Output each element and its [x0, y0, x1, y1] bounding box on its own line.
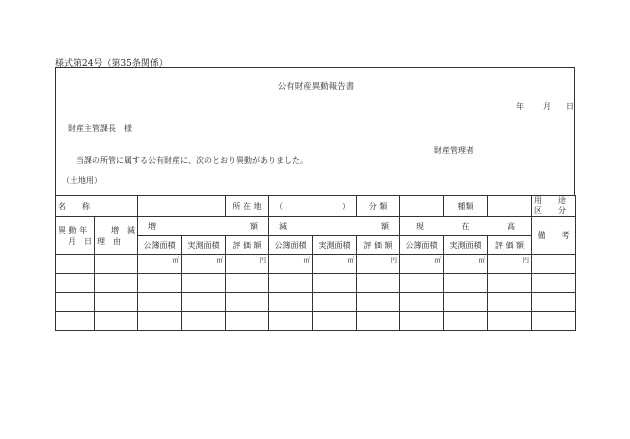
table-row — [56, 293, 576, 312]
classification-value-cell[interactable] — [400, 196, 444, 217]
unit-yen: 円 — [488, 255, 532, 274]
cell[interactable] — [226, 293, 269, 312]
unit-sqm: ㎡ — [182, 255, 226, 274]
paren-open: （ — [275, 201, 283, 211]
decrease-label-2: 額 — [381, 221, 389, 231]
form-title: 公有財産異動報告書 — [277, 82, 355, 92]
location-label: 所 在 地 — [226, 196, 269, 217]
name-label-cell — [56, 196, 138, 217]
cell[interactable] — [138, 293, 182, 312]
cell[interactable] — [56, 312, 95, 331]
increase-label-2: 額 — [250, 221, 258, 231]
unit-sqm: ㎡ — [400, 255, 444, 274]
cell[interactable] — [95, 255, 138, 274]
use-label-cell — [532, 196, 576, 217]
inc-survey-area: 実測面積 — [182, 236, 226, 255]
cell[interactable] — [56, 274, 95, 293]
table-row — [56, 312, 576, 331]
cell[interactable] — [269, 293, 313, 312]
date-year: 年 — [516, 102, 524, 111]
increase-header — [138, 217, 269, 236]
location-value-cell[interactable] — [269, 196, 357, 217]
cell[interactable] — [400, 274, 444, 293]
reason-header — [95, 217, 138, 255]
reason-label-1: 増 減 — [111, 225, 135, 235]
current-header — [400, 217, 532, 236]
cell[interactable] — [313, 312, 357, 331]
unit-sqm: ㎡ — [138, 255, 182, 274]
cell[interactable] — [182, 293, 226, 312]
dec-ledger-area: 公簿面積 — [269, 236, 313, 255]
unit-yen: 円 — [357, 255, 400, 274]
cell[interactable] — [138, 274, 182, 293]
dec-value: 評 価 額 — [357, 236, 400, 255]
cell[interactable] — [488, 274, 532, 293]
inc-value: 評 価 額 — [226, 236, 269, 255]
cell[interactable] — [182, 312, 226, 331]
form-caption: 様式第24号（第35条関係） — [55, 59, 168, 69]
cell[interactable] — [269, 312, 313, 331]
current-label-3: 高 — [507, 221, 515, 231]
cell[interactable] — [444, 274, 488, 293]
cell[interactable] — [532, 255, 576, 274]
cell[interactable] — [488, 312, 532, 331]
cell[interactable] — [182, 274, 226, 293]
cell[interactable] — [357, 293, 400, 312]
table-row — [56, 255, 576, 274]
cell[interactable] — [95, 274, 138, 293]
current-label-2: 在 — [461, 221, 470, 231]
body-text: 当課の所管に属する公有財産に、次のとおり異動がありました。 — [76, 156, 308, 165]
cell[interactable] — [95, 293, 138, 312]
name-row — [56, 196, 576, 217]
reason-label-2: 理 由 — [97, 236, 121, 246]
change-date-label-2: 月 日 — [68, 236, 92, 246]
paren-close: ） — [342, 201, 350, 211]
cell[interactable] — [488, 293, 532, 312]
change-date-label-1: 異 動 年 — [58, 225, 88, 235]
cell[interactable] — [532, 312, 576, 331]
cell[interactable] — [400, 293, 444, 312]
group-header-row — [56, 217, 576, 236]
cell[interactable] — [56, 293, 95, 312]
classification-label: 分 類 — [357, 196, 400, 217]
cell[interactable] — [357, 312, 400, 331]
cur-ledger-area: 公簿面積 — [400, 236, 444, 255]
cell[interactable] — [95, 312, 138, 331]
cur-survey-area: 実測面積 — [444, 236, 488, 255]
cell[interactable] — [226, 312, 269, 331]
cell[interactable] — [400, 312, 444, 331]
cell[interactable] — [532, 293, 576, 312]
dec-survey-area: 実測面積 — [313, 236, 357, 255]
current-label-1: 現 — [416, 221, 424, 231]
date-month: 月 — [543, 102, 551, 111]
unit-sqm: ㎡ — [444, 255, 488, 274]
decrease-label-1: 減 — [279, 221, 287, 231]
asset-change-table — [55, 195, 576, 331]
unit-sqm: ㎡ — [313, 255, 357, 274]
form-header-frame — [55, 67, 575, 195]
use-label-2: 区 分 — [534, 206, 566, 215]
unit-sqm: ㎡ — [269, 255, 313, 274]
table-row — [56, 274, 576, 293]
change-date-header — [56, 217, 95, 255]
cell[interactable] — [444, 293, 488, 312]
unit-yen: 円 — [226, 255, 269, 274]
increase-label-1: 増 — [148, 221, 156, 231]
cell[interactable] — [138, 312, 182, 331]
cell[interactable] — [313, 274, 357, 293]
cell[interactable] — [56, 255, 95, 274]
type-value-cell[interactable] — [488, 196, 532, 217]
type-label: 種類 — [444, 196, 488, 217]
category-label: （土地用） — [62, 176, 102, 185]
cell[interactable] — [357, 274, 400, 293]
cell[interactable] — [313, 293, 357, 312]
addressee: 財産主管課長 様 — [68, 124, 132, 133]
inc-ledger-area: 公簿面積 — [138, 236, 182, 255]
reporter-label: 財産管理者 — [434, 146, 474, 155]
cell[interactable] — [269, 274, 313, 293]
remarks-header: 備 考 — [532, 217, 576, 255]
decrease-header — [269, 217, 400, 236]
cur-value: 評 価 額 — [488, 236, 532, 255]
cell[interactable] — [532, 274, 576, 293]
date-day: 日 — [566, 102, 574, 111]
use-label-1: 用 途 — [534, 196, 566, 205]
cell[interactable] — [444, 312, 488, 331]
name-value-cell[interactable] — [138, 196, 226, 217]
cell[interactable] — [226, 274, 269, 293]
name-label: 名 称 — [58, 201, 90, 211]
